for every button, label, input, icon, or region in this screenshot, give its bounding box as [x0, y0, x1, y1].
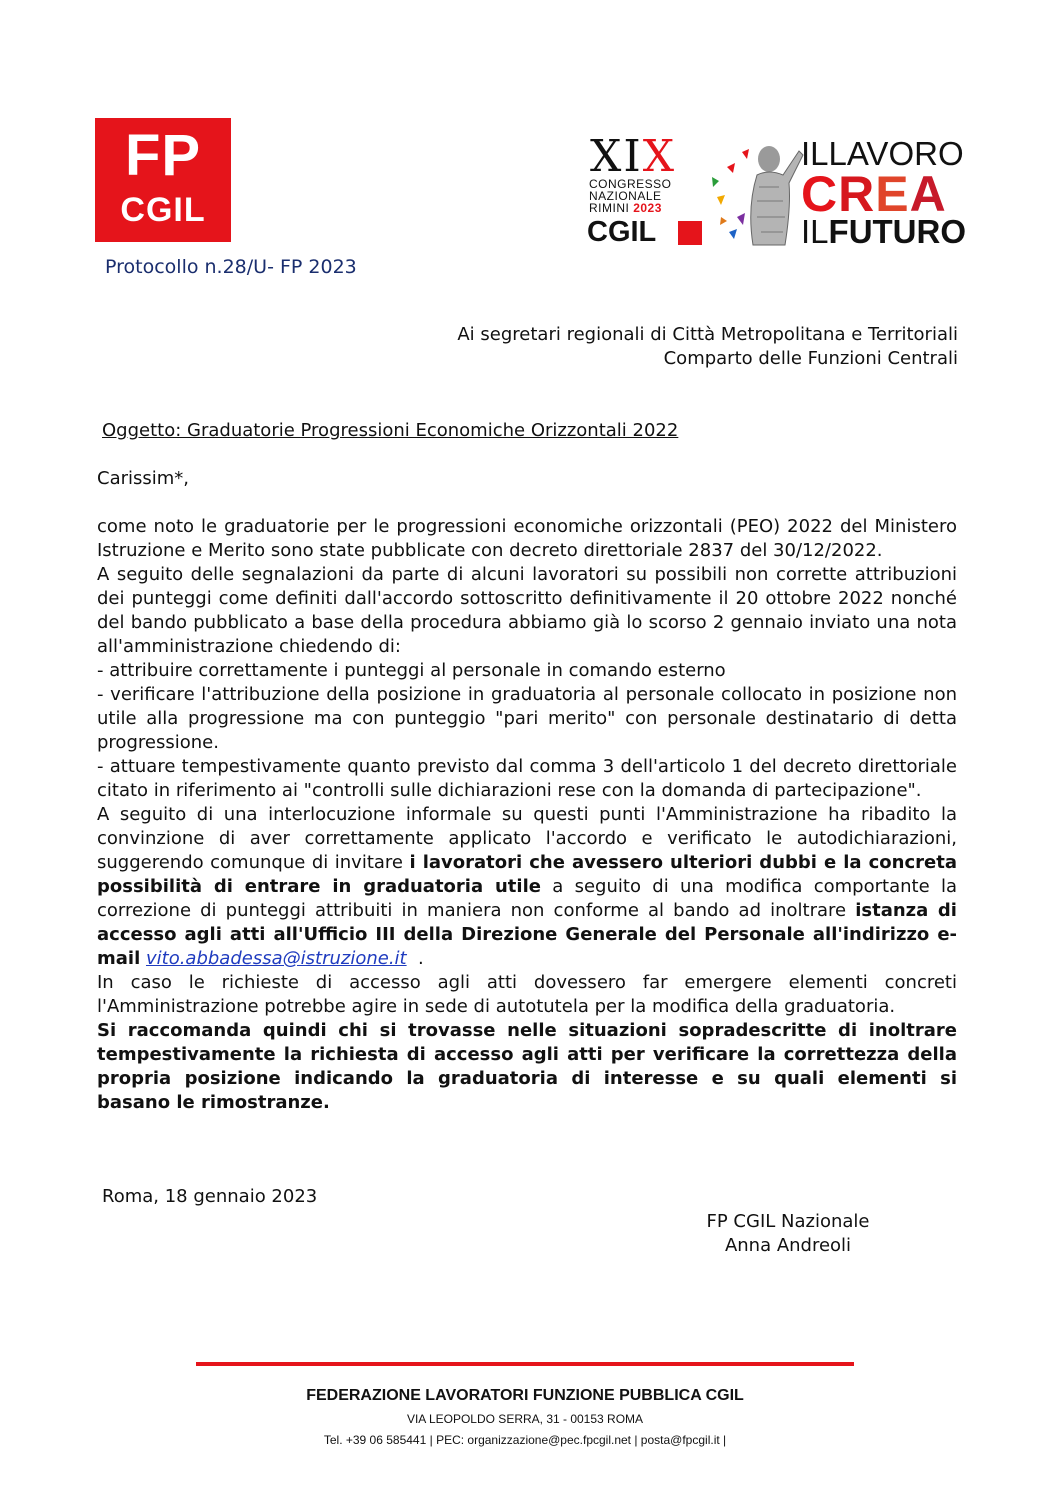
body-paragraph-3	[97, 803, 957, 971]
slogan-line3	[801, 215, 966, 249]
slogan-line1: ILLAVORO	[801, 135, 964, 172]
slogan-crea: CREA	[801, 166, 947, 222]
addressee-line1: Ai segretari regionali di Città Metropolitana e Territoriali	[457, 324, 958, 345]
footer-contacts: Tel. +39 06 585441 | PEC: organizzazione@pec.fpcgil.net | posta@fpcgil.it |	[323, 1433, 727, 1447]
fp-cgil-logo	[95, 118, 231, 242]
body-paragraph-4: In caso le richieste di accesso agli atti dovessero far emergere elementi concreti l'Amministrazione potrebbe agire in sede di autotutela per la modifica della graduatoria.	[97, 972, 957, 1017]
body-paragraph-1: come noto le graduatorie per le progressioni economiche orizzontali (PEO) 2022 del Ministero Istruzione e Merito sono state pubblicate con decreto direttoriale 2837 del 30/12/2022.	[97, 516, 957, 561]
congress-line2: NAZIONALE	[589, 189, 662, 203]
body-paragraph-5	[97, 1019, 957, 1115]
protocol-number: Protocollo n.28/U- FP 2023	[105, 256, 357, 278]
congress-year: 2023	[633, 201, 662, 215]
slogan-crea-text	[583, 135, 584, 136]
addressee-line2: Comparto delle Funzioni Centrali	[663, 348, 958, 369]
congress-org: CGIL	[587, 216, 657, 248]
p3-text-c: a seguito di una modifica comportante la correzione di punteggi attribuiti in maniera non conforme al bando ad inoltrare	[97, 876, 957, 921]
logo-cgil-text: CGIL	[120, 191, 206, 229]
letter-body	[97, 515, 957, 1115]
email-link[interactable]: vito.abbadessa@istruzione.it	[145, 948, 407, 969]
roman-left: XI	[590, 131, 643, 182]
p3-bold-d: istanza di accesso agli atti all'Ufficio III della Direzione Generale del Personale all'indirizzo e-mail	[97, 900, 957, 969]
p5-bold: Si raccomanda quindi chi si trovasse nelle situazioni sopradescritte di inoltrare tempestivamente la richiesta di accesso agli atti per verificare la correttezza della propria posizione indicando la graduatoria di interesse e su quali elementi si basano le rimostranze.	[97, 1020, 957, 1113]
congress-roman-numeral	[590, 131, 677, 182]
footer-address: VIA LEOPOLDO SERRA, 31 - 00153 ROMA	[406, 1412, 644, 1426]
roman-right: X	[642, 131, 677, 182]
signature-name: Anna Andreoli	[724, 1235, 852, 1256]
footer-divider	[196, 1362, 854, 1366]
letter-date: Roma, 18 gennaio 2023	[102, 1186, 318, 1207]
salutation: Carissim*,	[97, 468, 190, 489]
footer	[196, 1386, 854, 1449]
congress-line3	[589, 202, 672, 214]
body-list-item-1: - attribuire correttamente i punteggi al personale in comando esterno	[97, 660, 726, 681]
body-list-item-2: - verificare l'attribuzione della posizione in graduatoria al personale collocato in posizione non utile alla progressione ma con punteggio "pari merito" con personale destinatario di detta progressione.	[97, 684, 957, 753]
congress-caption	[589, 178, 672, 214]
congress-line1: CONGRESSO	[589, 177, 672, 191]
congress-city: RIMINI	[589, 201, 630, 215]
congress-logo	[583, 131, 983, 250]
p3-end: .	[406, 948, 424, 969]
footer-org: FEDERAZIONE LAVORATORI FUNZIONE PUBBLICA CGIL	[306, 1387, 744, 1404]
red-square-icon	[678, 221, 702, 245]
subject-line: Oggetto: Graduatorie Progressioni Economiche Orizzontali 2022	[102, 420, 679, 441]
addressee-block	[457, 323, 958, 371]
body-list-item-3: - attuare tempestivamente quanto previsto dal comma 3 dell'articolo 1 del decreto direttoriale citato in riferimento ai "controlli sulle dichiarazioni rese con la domanda di partecipazione".	[97, 756, 957, 801]
p3-text-a: A seguito di una interlocuzione informale su questi punti l'Amministrazione ha ribadito la convinzione di aver correttamente applicato l'accordo e verificato le autodichiarazioni, suggerendo comunque di invitare	[97, 804, 957, 873]
signature-block	[700, 1210, 876, 1258]
body-paragraph-2: A seguito delle segnalazioni da parte di alcuni lavoratori su possibili non corrette attribuzioni dei punteggi come definiti dall'accordo sottoscritto definitivamente il 20 ottobre 2022 nonché del bando pubblicato a base della procedura abbiamo già lo scorso 2 gennaio inviato una nota all'amministrazione chiedendo di:	[97, 564, 957, 657]
logo-fp-text: FP	[124, 123, 202, 188]
slogan-futuro: FUTURO	[828, 213, 967, 250]
slogan-il: IL	[801, 213, 829, 250]
signature-org: FP CGIL Nazionale	[706, 1211, 870, 1232]
p3-bold-b: i lavoratori che avessero ulteriori dubbi e la concreta possibilità di entrare in graduatoria utile	[97, 852, 957, 897]
